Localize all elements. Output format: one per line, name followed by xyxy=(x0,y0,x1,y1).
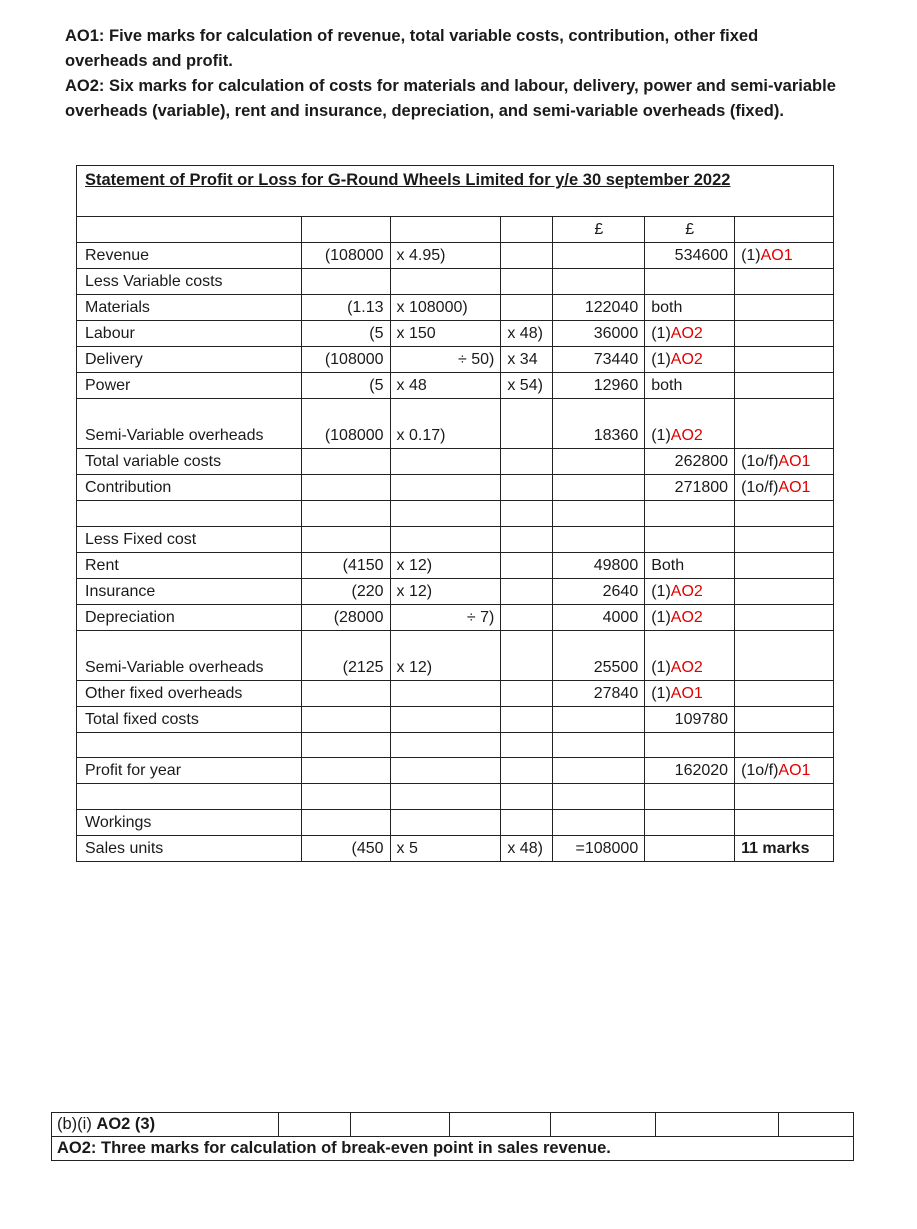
assessment-objective: AO1 xyxy=(778,762,811,780)
value-cell: both xyxy=(645,373,735,399)
ao1-guidance: AO1: Five marks for calculation of revenue, total variable costs, contribution, other fixed overheads and profit. xyxy=(65,27,759,70)
empty-cell xyxy=(390,526,501,552)
empty-cell xyxy=(645,501,735,527)
row-label xyxy=(77,784,302,810)
empty-cell xyxy=(501,732,553,758)
row-label: Revenue xyxy=(77,243,302,269)
statement-title: Statement of Profit or Loss for G-Round Wheels Limited for y/e 30 september 2022 xyxy=(77,166,834,217)
table-row xyxy=(77,501,834,527)
part-b-table xyxy=(51,1112,854,1161)
empty-cell xyxy=(501,399,553,449)
mark-count: (1o/f) xyxy=(741,453,779,470)
mark-allocation xyxy=(645,399,735,449)
table-row xyxy=(77,604,834,630)
row-label: Rent xyxy=(77,552,302,578)
row-label: Power xyxy=(77,373,302,399)
mark-allocation xyxy=(735,758,834,784)
table-row xyxy=(77,243,834,269)
value-cell: 27840 xyxy=(553,680,645,706)
value-cell: (1.13 xyxy=(301,295,390,321)
empty-cell xyxy=(735,630,834,680)
empty-cell xyxy=(501,604,553,630)
value-cell: x 150 xyxy=(390,321,501,347)
mark-allocation xyxy=(645,347,735,373)
empty-cell xyxy=(501,784,553,810)
empty-cell xyxy=(501,526,553,552)
empty-cell xyxy=(501,243,553,269)
table-row xyxy=(77,552,834,578)
mark-allocation xyxy=(735,835,834,861)
table-row xyxy=(77,630,834,680)
value-cell: (2125 xyxy=(301,630,390,680)
empty-cell xyxy=(553,449,645,475)
row-label: Labour xyxy=(77,321,302,347)
empty-cell xyxy=(301,217,390,243)
assessment-objective: AO1 xyxy=(778,453,811,470)
empty-cell xyxy=(735,680,834,706)
empty-cell xyxy=(553,809,645,835)
empty-cell xyxy=(390,680,501,706)
mark-allocation xyxy=(645,604,735,630)
part-marks: AO2 (3) xyxy=(96,1115,156,1133)
empty-cell xyxy=(390,809,501,835)
value-cell: 4000 xyxy=(553,604,645,630)
empty-cell xyxy=(390,269,501,295)
mark-count: (1) xyxy=(651,582,671,600)
empty-cell xyxy=(390,501,501,527)
empty-cell xyxy=(735,732,834,758)
mark-count: 11 marks xyxy=(741,839,810,857)
mark-count: (1) xyxy=(651,325,671,342)
assessment-objective: AO2 xyxy=(670,658,703,676)
value-cell: 2640 xyxy=(553,578,645,604)
value-cell: 25500 xyxy=(553,630,645,680)
empty-cell xyxy=(553,475,645,501)
row-label: Less Fixed cost xyxy=(77,526,302,552)
empty-cell xyxy=(501,449,553,475)
value-cell: ÷ 7) xyxy=(390,604,501,630)
empty-cell xyxy=(501,475,553,501)
assessment-objective: AO2 xyxy=(670,351,703,368)
table-row xyxy=(77,578,834,604)
value-cell: (220 xyxy=(301,578,390,604)
empty-cell xyxy=(735,706,834,732)
assessment-objective: AO2 xyxy=(670,608,703,626)
value-cell: (450 xyxy=(301,835,390,861)
empty-cell xyxy=(645,526,735,552)
row-label: Less Variable costs xyxy=(77,269,302,295)
row-label: Workings xyxy=(77,809,302,835)
row-label: Semi-Variable overheads xyxy=(77,630,302,680)
empty-cell xyxy=(501,706,553,732)
empty-cell xyxy=(735,399,834,449)
ao2-guidance: AO2: Six marks for calculation of costs for materials and labour, delivery, power and semi-variable overheads (variable), rent and insurance, depreciation, and semi-variable overheads (fixed). xyxy=(65,77,836,120)
empty-cell xyxy=(553,269,645,295)
empty-cell xyxy=(735,578,834,604)
empty-cell xyxy=(501,552,553,578)
empty-cell xyxy=(735,501,834,527)
assessment-objective: AO2 xyxy=(670,427,703,444)
empty-cell xyxy=(553,758,645,784)
value-cell: 36000 xyxy=(553,321,645,347)
empty-cell xyxy=(501,758,553,784)
value-cell: =108000 xyxy=(553,835,645,861)
row-label: Profit for year xyxy=(77,758,302,784)
value-cell: ÷ 50) xyxy=(390,347,501,373)
empty-cell xyxy=(553,784,645,810)
mark-count: (1) xyxy=(741,247,761,264)
table-row xyxy=(77,680,834,706)
value-cell: 534600 xyxy=(645,243,735,269)
value-cell: (5 xyxy=(301,373,390,399)
empty-cell xyxy=(301,269,390,295)
empty-cell xyxy=(553,732,645,758)
empty-cell xyxy=(645,732,735,758)
empty-cell xyxy=(735,552,834,578)
row-label: Insurance xyxy=(77,578,302,604)
empty-cell xyxy=(390,706,501,732)
empty-cell xyxy=(735,217,834,243)
part-prefix: (b)(i) xyxy=(57,1115,97,1133)
mark-count: (1) xyxy=(651,684,671,702)
part-b-description: AO2: Three marks for calculation of break-even point in sales revenue. xyxy=(52,1137,854,1161)
table-row xyxy=(77,732,834,758)
value-cell: (28000 xyxy=(301,604,390,630)
row-label: Other fixed overheads xyxy=(77,680,302,706)
mark-allocation xyxy=(645,321,735,347)
empty-cell xyxy=(735,347,834,373)
table-row xyxy=(77,321,834,347)
row-label: Delivery xyxy=(77,347,302,373)
assessment-objective: AO1 xyxy=(760,247,793,264)
empty-cell xyxy=(301,449,390,475)
value-cell: x 48 xyxy=(390,373,501,399)
empty-cell xyxy=(501,295,553,321)
empty-cell xyxy=(301,706,390,732)
assessment-objective: AO2 xyxy=(670,582,703,600)
row-label xyxy=(77,732,302,758)
table-row xyxy=(77,784,834,810)
table-row xyxy=(77,526,834,552)
mark-allocation xyxy=(735,449,834,475)
empty-cell xyxy=(301,732,390,758)
table-row xyxy=(77,475,834,501)
table-row xyxy=(77,758,834,784)
value-cell: 271800 xyxy=(645,475,735,501)
empty-cell xyxy=(645,784,735,810)
currency-header: £ xyxy=(553,217,645,243)
empty-cell xyxy=(735,526,834,552)
empty-cell xyxy=(553,243,645,269)
table-row xyxy=(77,269,834,295)
empty-cell xyxy=(553,526,645,552)
value-cell: x 108000) xyxy=(390,295,501,321)
empty-cell xyxy=(645,835,735,861)
mark-allocation xyxy=(645,578,735,604)
value-cell: x 4.95) xyxy=(390,243,501,269)
empty-cell xyxy=(301,475,390,501)
empty-cell xyxy=(645,269,735,295)
assessment-objective: AO1 xyxy=(670,684,703,702)
empty-cell xyxy=(735,295,834,321)
value-cell: 49800 xyxy=(553,552,645,578)
value-cell: x 5 xyxy=(390,835,501,861)
empty-cell xyxy=(501,501,553,527)
value-cell: x 48) xyxy=(501,321,553,347)
value-cell: x 34 xyxy=(501,347,553,373)
empty-cell xyxy=(735,604,834,630)
row-label: Total variable costs xyxy=(77,449,302,475)
profit-loss-statement-table xyxy=(76,165,834,862)
mark-allocation xyxy=(735,475,834,501)
value-cell: 12960 xyxy=(553,373,645,399)
marking-guidance xyxy=(65,24,845,124)
assessment-objective: AO1 xyxy=(778,479,811,496)
empty-cell xyxy=(301,809,390,835)
mark-count: (1) xyxy=(651,427,671,444)
assessment-objective: AO2 xyxy=(670,325,703,342)
mark-count: (1) xyxy=(651,608,671,626)
empty-cell xyxy=(301,526,390,552)
empty-cell xyxy=(301,680,390,706)
value-cell: x 12) xyxy=(390,630,501,680)
empty-cell xyxy=(553,501,645,527)
empty-cell xyxy=(501,680,553,706)
empty-cell xyxy=(390,784,501,810)
row-label: Total fixed costs xyxy=(77,706,302,732)
value-cell: x 0.17) xyxy=(390,399,501,449)
empty-cell xyxy=(450,1113,551,1137)
table-row xyxy=(77,399,834,449)
empty-cell xyxy=(279,1113,351,1137)
empty-cell xyxy=(390,475,501,501)
value-cell: (108000 xyxy=(301,243,390,269)
empty-cell xyxy=(390,217,501,243)
value-cell: both xyxy=(645,295,735,321)
empty-cell xyxy=(501,578,553,604)
table-row xyxy=(77,706,834,732)
empty-cell xyxy=(390,732,501,758)
value-cell: 18360 xyxy=(553,399,645,449)
row-label xyxy=(77,501,302,527)
empty-cell xyxy=(735,321,834,347)
value-cell: x 54) xyxy=(501,373,553,399)
table-row xyxy=(77,809,834,835)
empty-cell xyxy=(501,269,553,295)
empty-cell xyxy=(501,217,553,243)
mark-allocation xyxy=(735,243,834,269)
table-row xyxy=(77,217,834,243)
empty-cell xyxy=(735,269,834,295)
empty-cell xyxy=(735,784,834,810)
empty-cell xyxy=(390,758,501,784)
empty-cell xyxy=(301,758,390,784)
value-cell: x 48) xyxy=(501,835,553,861)
empty-cell xyxy=(735,373,834,399)
empty-cell xyxy=(551,1113,656,1137)
value-cell: x 12) xyxy=(390,578,501,604)
mark-count: (1) xyxy=(651,658,671,676)
mark-allocation xyxy=(645,680,735,706)
table-row xyxy=(77,835,834,861)
row-label: Contribution xyxy=(77,475,302,501)
value-cell: x 12) xyxy=(390,552,501,578)
mark-count: (1o/f) xyxy=(741,479,779,496)
part-b-label xyxy=(52,1113,279,1137)
row-label: Sales units xyxy=(77,835,302,861)
empty-cell xyxy=(501,630,553,680)
empty-cell xyxy=(656,1113,779,1137)
value-cell: 262800 xyxy=(645,449,735,475)
value-cell: (108000 xyxy=(301,347,390,373)
mark-count: (1o/f) xyxy=(741,762,779,780)
table-row xyxy=(77,449,834,475)
table-row xyxy=(77,373,834,399)
empty-cell xyxy=(301,784,390,810)
mark-count: (1) xyxy=(651,351,671,368)
row-label: Materials xyxy=(77,295,302,321)
table-row xyxy=(77,295,834,321)
mark-allocation xyxy=(645,630,735,680)
row-label: Semi-Variable overheads xyxy=(77,399,302,449)
value-cell: 73440 xyxy=(553,347,645,373)
currency-header: £ xyxy=(645,217,735,243)
empty-cell xyxy=(501,809,553,835)
empty-cell xyxy=(390,449,501,475)
table-row xyxy=(77,347,834,373)
row-label xyxy=(77,217,302,243)
value-cell: (5 xyxy=(301,321,390,347)
empty-cell xyxy=(779,1113,854,1137)
row-label: Depreciation xyxy=(77,604,302,630)
value-cell: Both xyxy=(645,552,735,578)
value-cell: (108000 xyxy=(301,399,390,449)
value-cell: (4150 xyxy=(301,552,390,578)
empty-cell xyxy=(351,1113,450,1137)
part-b-header-row xyxy=(52,1113,854,1137)
value-cell: 122040 xyxy=(553,295,645,321)
value-cell: 162020 xyxy=(645,758,735,784)
empty-cell xyxy=(735,809,834,835)
empty-cell xyxy=(645,809,735,835)
value-cell: 109780 xyxy=(645,706,735,732)
empty-cell xyxy=(301,501,390,527)
empty-cell xyxy=(553,706,645,732)
